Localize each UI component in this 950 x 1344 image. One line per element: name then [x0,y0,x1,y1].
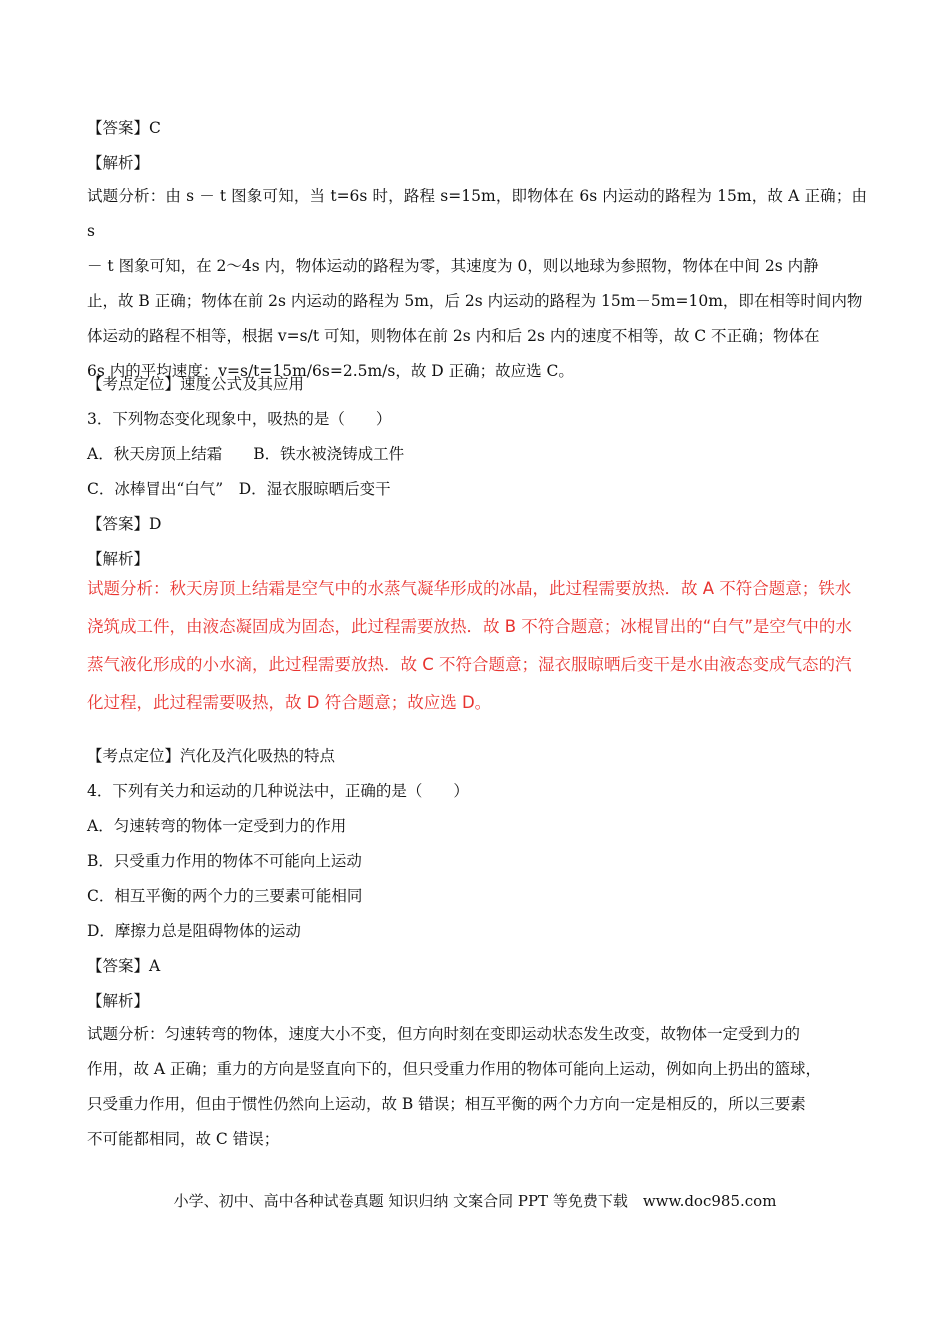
analysis-text-q4 [87,1017,867,1157]
analysis-line: 试题分析：匀速转弯的物体，速度大小不变，但方向时刻在变即运动状态发生改变，故物体一定受到力的 [87,1025,801,1043]
option-c-q4: C．相互平衡的两个力的三要素可能相同 [87,887,363,905]
question-stem-q3: 3．下列物态变化现象中，吸热的是（ ） [87,410,392,428]
analysis-line: 作用，故 A 正确；重力的方向是竖直向下的，但只受重力作用的物体可能向上运动，例如向上扔出的篮球， [87,1060,822,1078]
analysis-line: 试题分析：秋天房顶上结霜是空气中的水蒸气凝华形成的冰晶，此过程需要放热．故 A 不符合题意；铁水 [87,579,852,598]
kaodian-q2: 【考点定位】速度公式及其应用 [87,375,305,393]
analysis-line: 试题分析：由 s － t 图象可知，当 t=6s 时，路程 s=15m，即物体在 6s 内运动的路程为 15m，故 A 正确；由 s [87,187,867,240]
analysis-line: 化过程，此过程需要吸热，故 D 符合题意；故应选 D。 [87,693,492,712]
analysis-line: 浇筑成工件，由液态凝固成为固态，此过程需要放热．故 B 不符合题意；冰棍冒出的“白气”是空气中的水 [87,617,852,636]
analysis-line: － t 图象可知，在 2～4s 内，物体运动的路程为零，其速度为 0，则以地球为参照物，物体在中间 2s 内静 [87,257,819,275]
answer-label-q4: 【答案】A [87,957,161,975]
analysis-heading-q2: 【解析】 [87,154,150,172]
analysis-line: 体运动的路程不相等，根据 v=s/t 可知，则物体在前 2s 内和后 2s 内的速度不相等，故 C 不正确；物体在 [87,327,820,345]
analysis-heading-q3: 【解析】 [87,550,150,568]
analysis-text-q2 [87,179,867,389]
analysis-text-q3 [87,570,867,722]
analysis-heading-q4: 【解析】 [87,992,150,1010]
page-footer: 小学、初中、高中各种试卷真题 知识归纳 文案合同 PPT 等免费下载 www.doc985.com [173,1192,777,1210]
option-a-q4: A．匀速转弯的物体一定受到力的作用 [87,817,347,835]
option-b-q4: B．只受重力作用的物体不可能向上运动 [87,852,362,870]
analysis-line: 不可能都相同，故 C 错误； [87,1130,280,1148]
options-row-q3-cd: C．冰棒冒出“白气” D．湿衣服晾晒后变干 [87,480,391,498]
answer-label-q3: 【答案】D [87,515,162,533]
analysis-line: 6s 内的平均速度：v=s/t=15m/6s=2.5m/s，故 D 正确；故应选 C。 [87,362,574,380]
answer-label-q2: 【答案】C [87,119,161,137]
analysis-line: 蒸气液化形成的小水滴，此过程需要放热．故 C 不符合题意；湿衣服晾晒后变干是水由液态变成气态的汽 [87,655,852,674]
analysis-line: 止，故 B 正确；物体在前 2s 内运动的路程为 5m，后 2s 内运动的路程为 15m－5m=10m，即在相等时间内物 [87,292,863,310]
kaodian-q3: 【考点定位】汽化及汽化吸热的特点 [87,747,336,765]
analysis-line: 只受重力作用，但由于惯性仍然向上运动，故 B 错误；相互平衡的两个力方向一定是相反的，所以三要素 [87,1095,806,1113]
question-stem-q4: 4．下列有关力和运动的几种说法中，正确的是（ ） [87,782,469,800]
options-row-q3-ab: A．秋天房顶上结霜 B．铁水被浇铸成工件 [87,445,405,463]
option-d-q4: D．摩擦力总是阻碍物体的运动 [87,922,301,940]
